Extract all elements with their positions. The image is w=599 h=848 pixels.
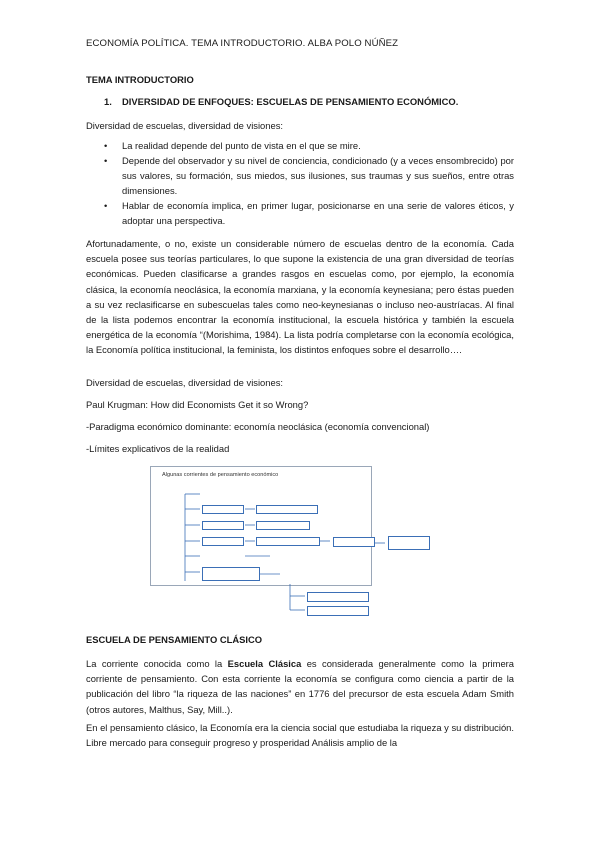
section-title: TEMA INTRODUCTORIO [86,74,194,85]
paragraph-classical-thought: En el pensamiento clásico, la Economía era la ciencia social que estudiaba la riqueza y su distribución. Libre mercado para conseguir progreso y prosperidad Análisis amplio de la [86,722,514,749]
diagram-box [256,505,318,514]
krugman-line: Paul Krugman: How did Economists Get it so Wrong? [86,399,309,410]
limits-line: -Límites explicativos de la realidad [86,443,230,454]
diagram-box [202,552,244,561]
diagram-box [205,490,317,499]
diagram-box [256,521,310,530]
diagram-box [307,606,369,616]
intro-line: Diversidad de escuelas, diversidad de visiones: [86,120,283,131]
paradigm-line: -Paradigma económico dominante: economía neoclásica (economía convencional) [86,421,430,432]
list-item: • Hablar de economía implica, en primer lugar, posicionarse en una serie de valores éticos, y adoptar una perspectiva. [104,200,514,226]
diagram-box [256,537,320,546]
subsection-number: 1. [104,96,112,107]
bullet-list [104,138,514,228]
diagram-box [202,521,244,530]
diagram-box [202,505,244,514]
diagram-title: Algunas corrientes de pensamiento económico [162,472,279,478]
schools-diagram [150,466,450,616]
list-item: • La realidad depende del punto de vista en el que se mire. [104,140,361,151]
page-header: ECONOMÍA POLÍTICA. TEMA INTRODUCTORIO. ALBA POLO NÚÑEZ [86,38,399,49]
diagram-box [202,567,260,581]
diagram-box [307,592,369,602]
diversity-line: Diversidad de escuelas, diversidad de visiones: [86,377,283,388]
list-item: • Depende del observador y su nivel de conciencia, condicionado (y a veces ensombrecido) por sus valores, su formación, sus miedos, sus ilusiones, sus traumas y sus sueños, entre otras dimensiones. [104,155,514,196]
paragraph-schools: Afortunadamente, o no, existe un considerable número de escuelas dentro de la economía. Cada escuela posee sus teorías particulares, lo que supone la existencia de una gran diversidad de teorías económicas. Pueden clasificarse a grandes rasgos en escuelas como, por ejemplo, la economía clásica, la economía neoclásica, la economía marxiana, y la economía keynesiana; pero éstas pueden a su vez reclasificarse en subescuelas tales como neo-keynesianas o incluso neo-austríacas. Al final de la lista podemos encontrar la economía institucional, la escuela histórica y también la escuela energética de la economía “(Morishima, 1984). La lista podría completarse con la economía ecológica, la Economía política institucional, la feminista, los distintos enfoques sobre el desarrollo…. [86,238,514,356]
diagram-box [202,537,244,546]
paragraph-classical-school: La corriente conocida como la Escuela Clásica es considerada generalmente como la primera corriente de pensamiento. Con esta corriente la economía se configura como ciencia a partir de la publicación del libro “la riqueza de las naciones” en 1776 del precursor de esta escuela Adam Smith (otros autores, Malthus, Say, Mill..). [86,658,514,715]
diagram-box [388,536,430,550]
subsection-title: DIVERSIDAD DE ENFOQUES: ESCUELAS DE PENSAMIENTO ECONÓMICO. [122,96,459,107]
diagram-box [333,537,375,547]
section2-title: ESCUELA DE PENSAMIENTO CLÁSICO [86,634,263,645]
diagram-box [282,570,334,579]
diagram-box [274,552,346,561]
